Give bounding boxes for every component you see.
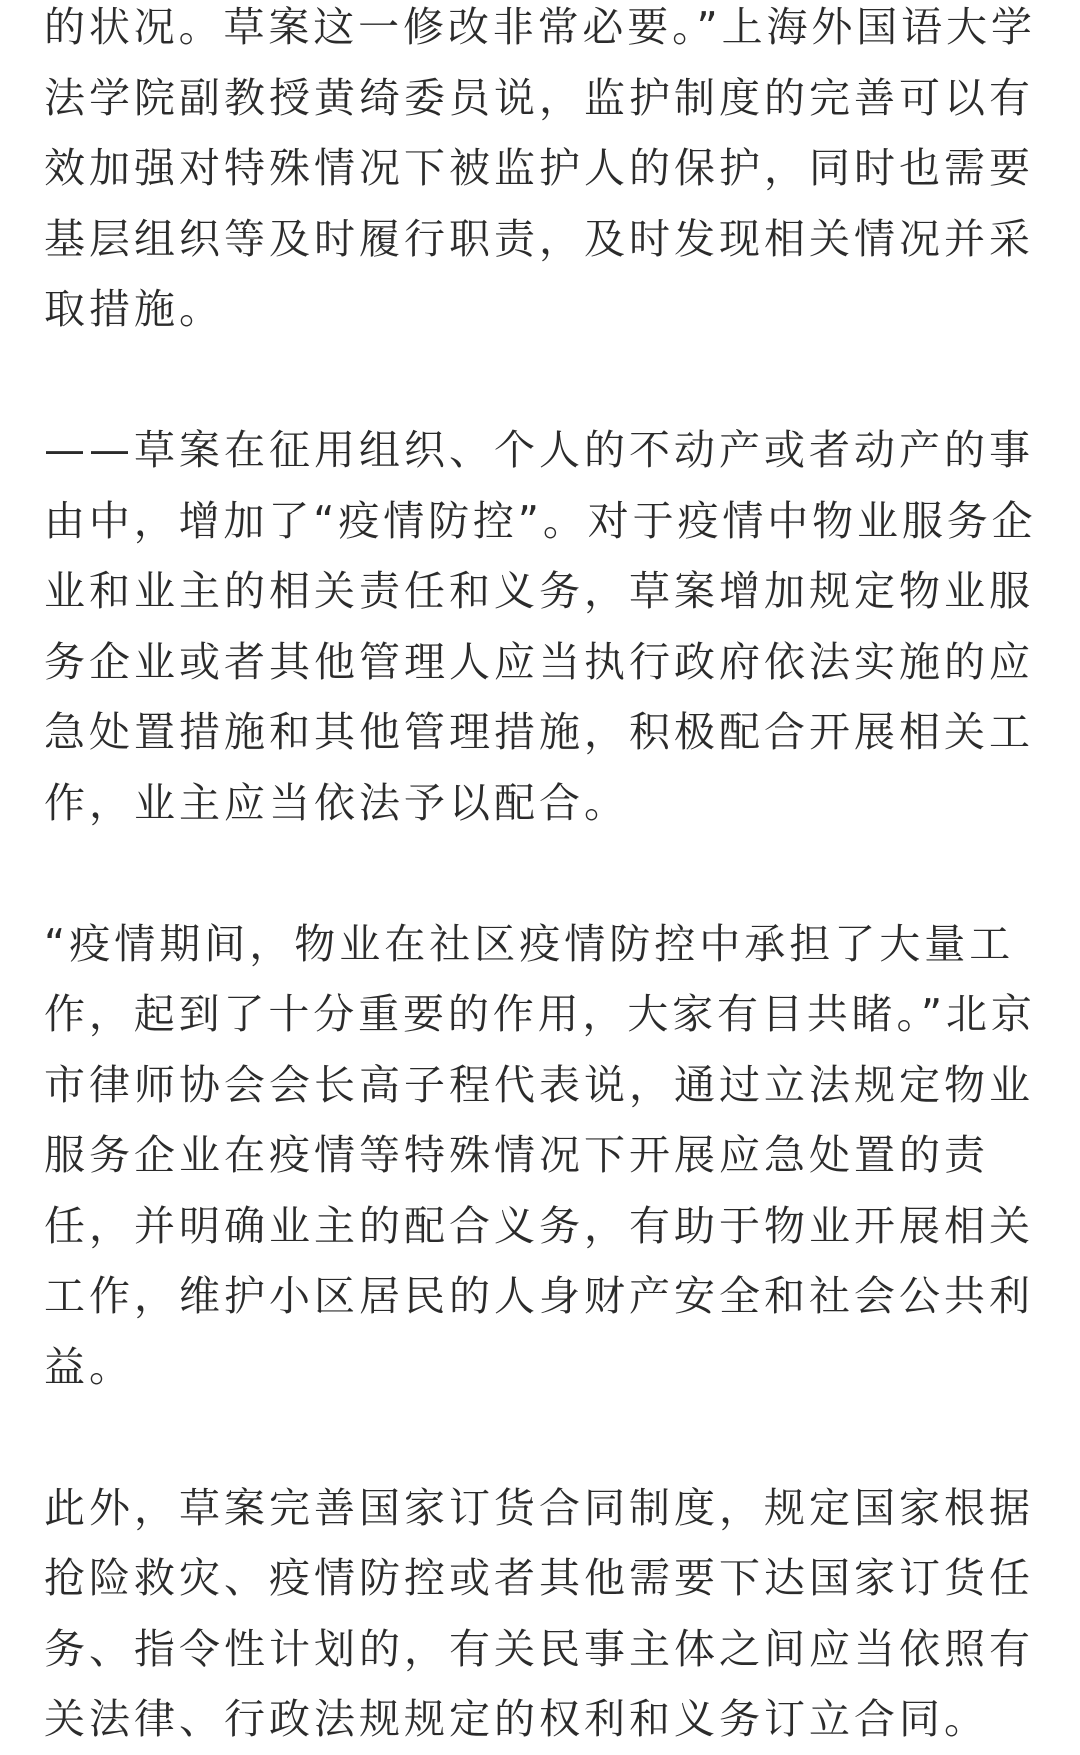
text-line: 急处置措施和其他管理措施，积极配合开展相关工 — [44, 708, 1034, 756]
text-line: 益。 — [44, 1342, 134, 1391]
text-line: 任，并明确业主的配合义务，有助于物业开展相关 — [44, 1201, 1034, 1250]
text-line: “疫情期间，物业在社区疫情防控中承担了大量工 — [44, 919, 1015, 968]
text-line: 作，业主应当依法予以配合。 — [44, 778, 629, 827]
text-line: 由中，增加了“疫情防控”。对于疫情中物业服务企 — [44, 496, 1037, 545]
paragraph-spacer — [44, 1402, 1036, 1473]
text-line: 法学院副教授黄绮委员说，监护制度的完善可以有 — [44, 73, 1034, 122]
text-line: 的状况。草案这一修改非常必要。”上海外国语大学 — [44, 3, 1036, 51]
paragraph-spacer — [44, 838, 1036, 909]
text-line: 此外，草案完善国家订货合同制度，规定国家根据 — [44, 1483, 1034, 1532]
text-line: 务、指令性计划的，有关民事主体之间应当依照有 — [44, 1624, 1034, 1673]
text-line: 抢险救灾、疫情防控或者其他需要下达国家订货任 — [44, 1554, 1034, 1602]
text-line: 市律师协会会长高子程代表说，通过立法规定物业 — [44, 1060, 1034, 1109]
paragraph-4 — [44, 1473, 1036, 1755]
text-line: 基层组织等及时履行职责，及时发现相关情况并采 — [44, 214, 1034, 263]
text-line: 服务企业在疫情等特殊情况下开展应急处置的责 — [44, 1131, 989, 1179]
text-line: 业和业主的相关责任和义务，草案增加规定物业服 — [44, 567, 1034, 615]
article-body — [44, 0, 1036, 1755]
text-line: 工作，维护小区居民的人身财产安全和社会公共利 — [44, 1272, 1034, 1320]
text-line: 取措施。 — [44, 285, 224, 333]
text-line: ——草案在征用组织、个人的不动产或者动产的事 — [44, 426, 1034, 474]
text-line: 务企业或者其他管理人应当执行政府依法实施的应 — [44, 637, 1034, 686]
text-line: 作，起到了十分重要的作用，大家有目共睹。”北京 — [44, 990, 1036, 1038]
text-line: 关法律、行政法规规定的权利和义务订立合同。 — [44, 1695, 989, 1743]
paragraph-2 — [44, 415, 1036, 838]
paragraph-3 — [44, 909, 1036, 1403]
paragraph-spacer — [44, 345, 1036, 416]
paragraph-1 — [44, 0, 1036, 345]
text-line: 效加强对特殊情况下被监护人的保护，同时也需要 — [44, 144, 1034, 192]
